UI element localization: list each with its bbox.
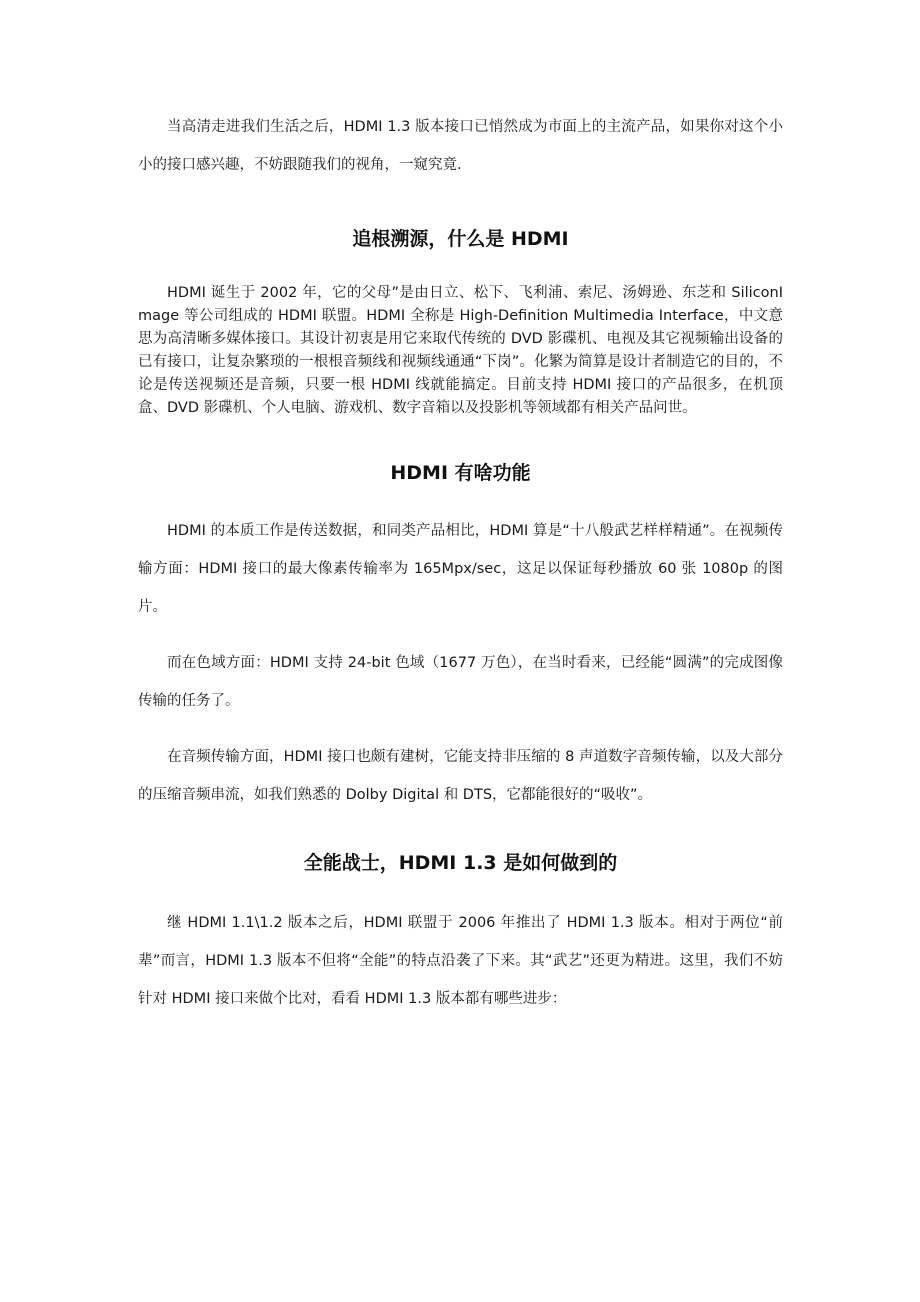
intro-paragraph: 当高清走进我们生活之后，HDMI 1.3 版本接口已悄然成为市面上的主流产品，如果你对这个小小的接口感兴趣，不妨跟随我们的视角，一窥究竟.	[138, 119, 783, 173]
section-paragraph-origin: HDMI 诞生于 2002 年，它的父母”是由日立、松下、飞利浦、索尼、汤姆逊、东芝和 SiliconImage 等公司组成的 HDMI 联盟。HDMI 全称是 High-Definition Multimedia Interface，中文意思为高清晰多媒体接口。其设计初衷是用它来取代传统的 DVD 影碟机、电视及其它视频输出设备的已有接口，让复杂繁琐的一根根音频线和视频线通通“下岗”。化繁为简算是设计者制造它的目的，不论是传送视频还是音频，只要一根 HDMI 线就能搞定。目前支持 HDMI 接口的产品很多，在机顶盒、DVD 影碟机、个人电脑、游戏机、数字音箱以及投影机等领域都有相关产品问世。	[138, 285, 783, 416]
section-paragraph-hdmi-1-3: 继 HDMI 1.1\1.2 版本之后，HDMI 联盟于 2006 年推出了 HDMI 1.3 版本。相对于两位“前辈”而言，HDMI 1.3 版本不但将“全能”的特点沿袭了下来。其“武艺”还更为精进。这里，我们不妨针对 HDMI 接口来做个比对，看看 HDMI 1.3 版本都有哪些进步：	[138, 915, 783, 1007]
section-paragraph-video: HDMI 的本质工作是传送数据，和同类产品相比，HDMI 算是“十八般武艺样样精通”。在视频传输方面：HDMI 接口的最大像素传输率为 165Mpx/sec，这足以保证每秒播放 60 张 1080p 的图片。	[138, 523, 783, 615]
section-heading-what-is-hdmi: 追根溯源，什么是 HDMI	[352, 228, 569, 250]
section-paragraph-color-gamut: 而在色域方面：HDMI 支持 24-bit 色域（1677 万色），在当时看来，已经能“圆满”的完成图像传输的任务了。	[138, 655, 783, 709]
section-heading-hdmi-1-3: 全能战士，HDMI 1.3 是如何做到的	[303, 852, 618, 874]
section-heading-hdmi-functions: HDMI 有啥功能	[390, 462, 531, 484]
section-paragraph-audio: 在音频传输方面，HDMI 接口也颇有建树，它能支持非压缩的 8 声道数字音频传输，以及大部分的压缩音频串流，如我们熟悉的 Dolby Digital 和 DTS，它都能很好的“吸收”。	[138, 749, 783, 803]
article-body	[138, 108, 783, 1018]
